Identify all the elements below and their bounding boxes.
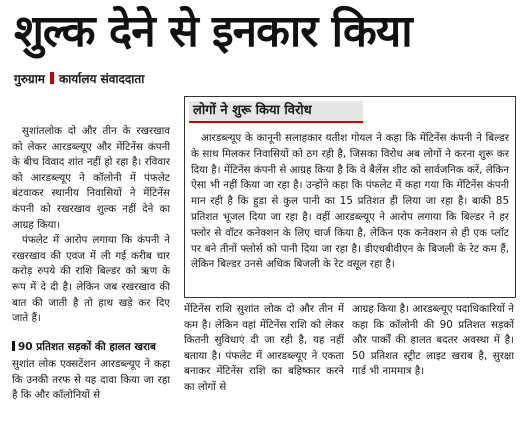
dateline-place: गुरुग्राम <box>14 72 45 86</box>
column1-paragraph: सुशांतलोक दो और तीन के रखरखाव को लेकर आरडब्ल्यूए और मेंटिनेंस कंपनी के बीच विवाद शांत नहीं हो रहा है। रविवार को आरडब्ल्यूए ने कॉलोनी में पंफलेट बंटवाकर स्थानीय निवासियों ने मेंटिनेंस कंपनी को रखरखाव शुल्क नहीं देने का आग्रह किया। <box>12 125 170 231</box>
subheading-text: 90 प्रतिशत सड़कों की हालत खराब <box>18 341 156 353</box>
sidebar-box-paragraph: आरडब्ल्यूए के कानूनी सलाहकार यतीश गोयल ने कहा कि मेंटिनेंस कंपनी ने बिल्डर के साथ मिलकर निवासियों को ठग रही है, जिसका विरोध अब लोगों ने करना शुरू कर दिया है। मेंटिनेंस कंपनी से आग्रह किया है कि वे बैलेंस शीट को सार्वजनिक करें, लेकिन ऐसा भी नहीं किया जा रहा है। उन्होंने कहा कि पंफलेट में कहा गया कि मेंटिनेंस कंपनी मान रही है कि हुडा से कुल पानी का 15 प्रतिशत ही लिया जा रहा है। बाकी 85 प्रतिशत भूजल दिया जा रहा है। वहीं आरडब्ल्यूए ने आरोप लगाया कि बिल्डर ने हर फ्लोर से वॉटर कनेक्शन के लिए चार्ज किया है, लेकिन एक कनेक्शन से ही एक प्लॉट पर बने तीनों फ्लोर्स को पानी दिया जा रहा है। डीएचबीवीएन के बिजली के रेट कम हैं, लेकिन बिल्डर उनसे अधिक बिजली के रेट वसूल रहा है। <box>191 132 509 271</box>
headline: शुल्क देने से इनकार किया <box>14 6 412 57</box>
dateline-desk: कार्यालय संवाददाता <box>58 72 145 86</box>
column1-paragraph: पंफलेट में आरोप लगाया कि कंपनी ने रखरखाव की एवज में ली गई करीब चार करोड़ रुपये की राशि बिल्डर को ऋण के रूप में दे दी है। लेकिन जब रखरखाव की बात की जाती है तो हाथ खड़े कर दिए जाते हैं। <box>12 234 170 325</box>
article-column-3 <box>352 302 514 420</box>
sidebar-box-title: लोगों ने शुरू किया विरोध <box>189 101 363 123</box>
article-column-1-continued <box>12 357 170 421</box>
subheading <box>12 340 172 356</box>
sidebar-box <box>184 96 516 298</box>
column3-paragraph: आग्रह किया है। आरडब्ल्यूए पदाधिकारियों ने कहा कि कॉलोनी की 90 प्रतिशत सड़कों और पार्कों की हालत बदतर अवस्था में है। 50 प्रतिशत स्ट्रीट लाइट खराब है, सुरक्षा गार्ड भी नाममात्र है। <box>352 303 514 378</box>
column2-paragraph: मेंटिनेंस राशि सुशांत लोक दो और तीन में कम है। लेकिन वहां मेंटिनेंस राशि को लेकर कितनी सुविधाएं दी जा रही है, यह नहीं बताया है। पंफलेट में आरडब्ल्यूए ने एकता बनाकर मेंटिनेंस राशि का बहिष्कार करने का लोगों से <box>184 303 344 393</box>
dateline-separator <box>50 72 54 84</box>
subheading-marker <box>12 341 15 351</box>
article-column-1 <box>12 124 170 342</box>
column1b-paragraph: सुशांत लोक एक्सटेंशन आरडब्ल्यूए ने कहा कि उनकी तरफ से यह दावा किया जा रहा है कि और कॉलोनियों से <box>12 358 170 402</box>
dateline <box>14 70 144 88</box>
sidebar-box-body <box>191 131 509 295</box>
article-column-2 <box>184 302 344 420</box>
